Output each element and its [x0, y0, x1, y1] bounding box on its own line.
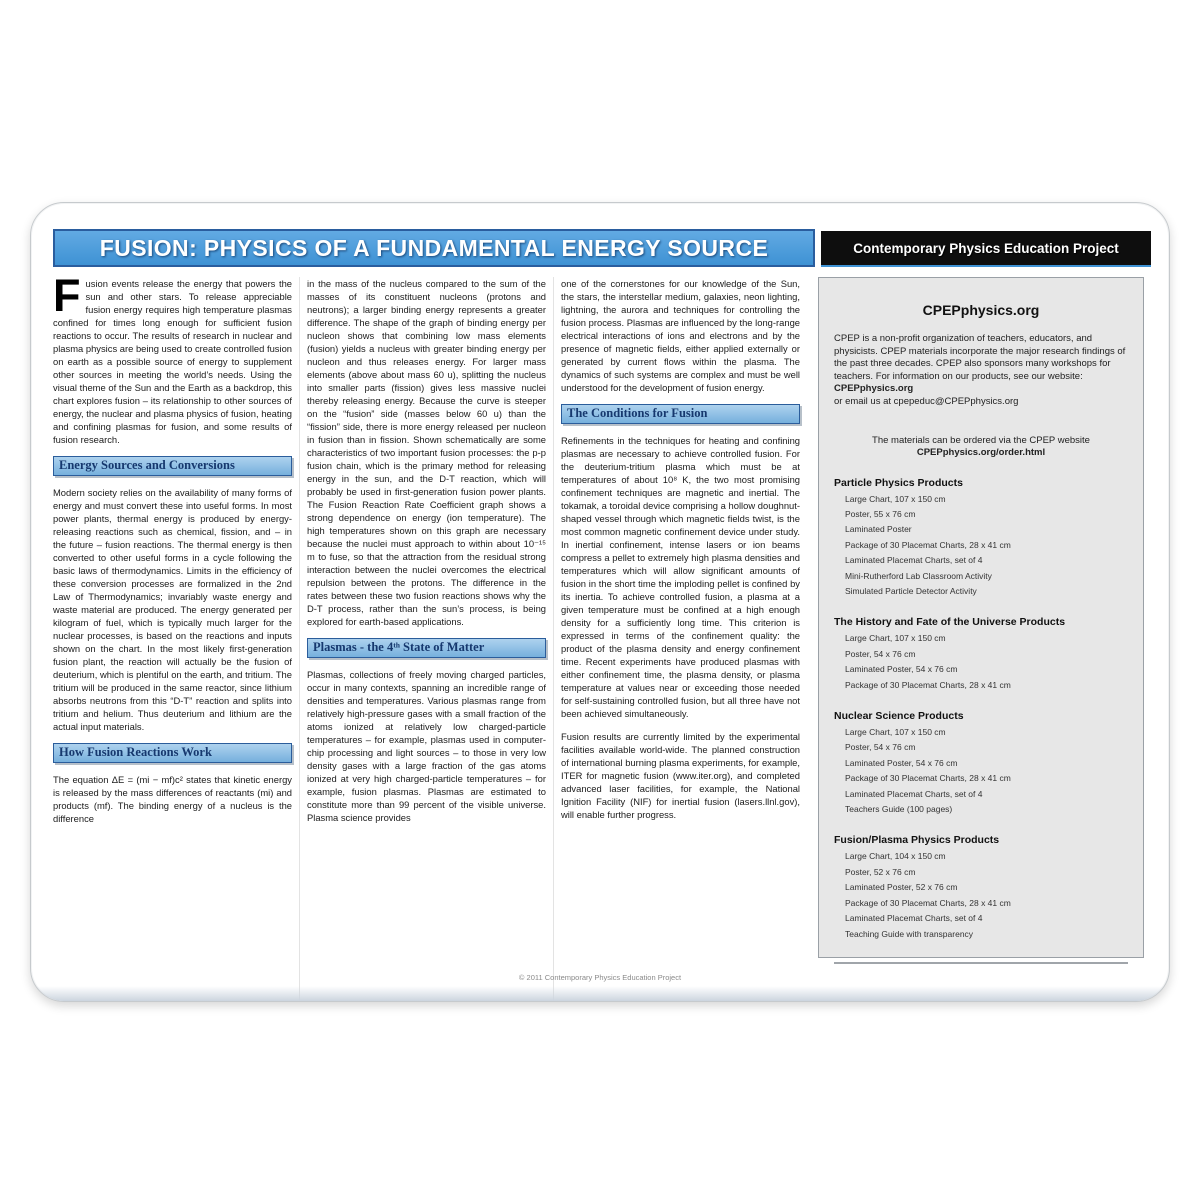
product-item: Laminated Poster — [845, 524, 912, 535]
drop-cap: F — [53, 270, 81, 321]
product-group-title: Particle Physics Products — [834, 476, 963, 489]
product-item: Laminated Poster, 52 x 76 cm — [845, 882, 958, 893]
product-item: Laminated Placemat Charts, set of 4 — [845, 788, 983, 799]
product-item: Package of 30 Placemat Charts, 28 x 41 cm — [845, 773, 1011, 784]
order-instructions — [834, 435, 1128, 460]
order-info-sidebar — [818, 277, 1144, 958]
product-item: Large Chart, 107 x 150 cm — [845, 633, 946, 644]
product-item: Poster, 54 x 76 cm — [845, 648, 916, 659]
footer-copyright: © 2011 Contemporary Physics Education Project — [518, 973, 682, 982]
product-item: Poster, 54 x 76 cm — [845, 742, 916, 753]
header-row — [53, 229, 1151, 267]
product-item: Package of 30 Placemat Charts, 28 x 41 cm — [845, 539, 1011, 550]
energy-sources-paragraph: Modern society relies on the availability of many forms of energy and must convert these into useful forms. In most power plants, thermal energy is produced by energy-releasing reactions such as chemical, fission, and – in the future – fusion reactions. The thermal energy is then converted to other useful forms in a cycle following the basic laws of thermodynamics. Limits in the efficiency of these conversion processes are formalized in the 2nd Law of Thermodynamics; invariably waste energy and waste material are produced. The energy generated per kilogram of fuel, which is typically much larger for the nuclear processes, is based on the reactions and inputs shown on the chart. In the most likely first-generation fusion plant, the reaction will actually be the fusion of deuterium, which is plentiful on the earth, and tritium. The tritium will be produced in the same reactor, since lithium absorbs neutrons from this “D-T” reaction and splits into tritium and helium. Thus deuterium and lithium are the actual input materials. — [53, 487, 292, 732]
org-bar — [821, 231, 1151, 265]
sidebar-divider — [834, 962, 1128, 964]
section-header-energy-sources: Energy Sources and Conversions — [53, 456, 292, 476]
product-group-particle-physics — [834, 477, 1128, 600]
product-item: Large Chart, 107 x 150 cm — [845, 727, 946, 738]
section-header-plasmas: Plasmas - the 4ᵗʰ State of Matter — [307, 638, 546, 658]
product-item: Laminated Placemat Charts, set of 4 — [845, 555, 983, 566]
page-title: FUSION: PHYSICS OF A FUNDAMENTAL ENERGY SOURCE — [99, 234, 769, 261]
product-group-nuclear-science — [834, 710, 1128, 817]
product-item: Package of 30 Placemat Charts, 28 x 41 cm — [845, 679, 1011, 690]
how-fusion-works-paragraph: The equation ΔE = (mi − mf)c² states that kinetic energy is released by the mass differences of reactants (mi) and products (mf). The binding energy of a nucleus is the difference — [53, 774, 292, 824]
about-cpep-paragraph — [834, 333, 1128, 409]
product-item: Poster, 55 x 76 cm — [845, 508, 916, 519]
product-item: Mini-Rutherford Lab Classroom Activity — [845, 570, 992, 581]
conditions-paragraph-2: Fusion results are currently limited by the experimental facilities available world-wide. The planned construction of international burning plasma experiments, for example, ITER for magnetic fusion (www.iter.org), and completed advanced laser facilities, for example, the National Ignition Facility (NIF) for inertial fusion (lasers.llnl.gov), will enable further progress. — [561, 731, 800, 820]
product-item: Package of 30 Placemat Charts, 28 x 41 cm — [845, 897, 1011, 908]
product-item: Laminated Placemat Charts, set of 4 — [845, 913, 983, 924]
conditions-paragraph-1: Refinements in the techniques for heating and confining plasmas are necessary to achieve controlled fusion. For the deuterium-tritium plasma which must be at temperatures of about 10⁸ K, the two most promising confinement techniques are magnetic and inertial. The tokamak, a toroidal device comprising a hollow doughnut-shaped vessel through which magnetic fields twist, is the most common magnetic confinement device under study. In inertial confinement, intense lasers or ion beams compress a pellet to extremely high plasma densities and temperatures which will allow significant amounts of fusion in the short time the imploding pellet is confined by its inertia. To achieve controlled fusion, a plasma at a given temperature must be confined at a high enough density for a sufficiently long time. This criterion is expressed in terms of the confinement quality: the product of the plasma density and energy confinement time. Recent experiments have produced plasmas with either confinement time, the plasma density, or plasma temperature at values near or exceeding those needed for self-sustaining controlled fusion, but all three have not been achieved simultaneously. — [561, 435, 800, 719]
product-item: Teaching Guide with transparency — [845, 928, 974, 939]
order-url: CPEPphysics.org/order.html — [916, 447, 1046, 459]
plasmas-paragraph: Plasmas, collections of freely moving charged particles, occur in many contexts, spanning an incredible range of densities and temperatures. Various plasmas range from relatively high-pressure gases with a small fraction of the atoms ionized at relatively low charged-particle temperatures – for example, plasmas used in computer-chip processing and light sources – to those in very low density gases with a large fraction of the gas atoms ionized at very high charged-particle temperatures – for example, fusion plasmas. Plasmas are estimated to constitute more than 99 percent of the visible universe. Plasma science provides — [307, 669, 546, 823]
product-group-history-universe — [834, 616, 1128, 693]
plasma-science-paragraph: one of the cornerstones for our knowledge of the Sun, the stars, the interstellar medium, galaxies, neon lighting, lightning, the aurora and techniques for controlling the fusion process. Plasmas are influenced by the long-range electrical interactions of ions and electrons and by the presence of magnetic fields, either applied externally or generated by current flows within the plasma. The dynamics of such systems are complex and must be well understood for the development of fusion energy. — [561, 278, 800, 393]
org-name: Contemporary Physics Education Project — [853, 240, 1119, 256]
section-header-conditions-for-fusion: The Conditions for Fusion — [561, 404, 800, 424]
binding-energy-paragraph: in the mass of the nucleus compared to the sum of the masses of its constituent nucleons (protons and neutrons); a larger binding energy represents a greater difference. The shape of the graph of binding energy per nucleon shows that combining low mass elements (fusion) yields a nucleus with greater binding energy per nucleon and thus releases energy. For larger mass elements (above about mass 60 u), splitting the nucleus into smaller parts (fission) gives less massive nuclei thereby releasing energy. Because the curve is steeper on the “fusion” side (masses below 60 u) than the “fission” side, there is more energy released per nucleon in fusion than in fission. Shown schematically are some characteristics of two important fusion processes: the p-p fusion chain, which is the primary method for releasing energy in the sun, and the D-T reaction, which will probably be used in first-generation fusion power plants. The Fusion Reaction Rate Coefficient graph shows a strong dependence on energy (ion temperature). The high temperatures shown on this graph are necessary because the nuclei must approach to within about 10⁻¹⁵ m to fuse, so that the attraction from the residual strong interaction between the nuclei overcomes the electrical repulsion between the protons. The difference in the rates between these two fusion reactions shows why the D-T process, rather than the sun’s process, is being explored for earth-based applications. — [307, 278, 546, 627]
section-header-how-fusion-works: How Fusion Reactions Work — [53, 743, 292, 763]
column-2 — [307, 277, 554, 1001]
product-item: Simulated Particle Detector Activity — [845, 586, 977, 596]
column-1 — [53, 270, 300, 1001]
sidebar-title: CPEPphysics.org — [922, 302, 1040, 318]
product-group-title: Nuclear Science Products — [834, 710, 964, 723]
about-website: CPEPphysics.org — [834, 383, 914, 395]
about-email-line: or email us at cpepeduc@CPEPphysics.org — [834, 395, 1019, 407]
product-item: Teachers Guide (100 pages) — [845, 804, 953, 815]
intro-paragraph — [53, 270, 292, 446]
content-area — [53, 270, 1151, 1001]
intro-text: usion events release the energy that powers the sun and other stars. To release appreciable fusion energy requires high temperature plasmas confined for times long enough for sufficient fusion reactions to occur. The results of research in nuclear and plasma physics are being used to create controlled fusion on earth as a possible source of energy to supplement other sources in meeting the world’s needs. Using the visual theme of the Sun and the Earth as a backdrop, this chart explores fusion – its relationship to other sources of energy, the nuclear and plasma physics of fusion, heating and confining plasmas for fusion, and some results of fusion research. — [53, 278, 292, 445]
product-group-title: Fusion/Plasma Physics Products — [834, 834, 1000, 847]
product-group-fusion-plasma — [834, 834, 1128, 941]
product-item: Large Chart, 107 x 150 cm — [845, 493, 946, 504]
poster-card — [30, 202, 1170, 1002]
title-bar — [53, 229, 815, 267]
product-item: Laminated Poster, 54 x 76 cm — [845, 757, 958, 768]
product-group-title: The History and Fate of the Universe Products — [834, 616, 1066, 629]
product-item: Laminated Poster, 54 x 76 cm — [845, 664, 958, 675]
column-3 — [561, 277, 807, 1001]
product-item: Large Chart, 104 x 150 cm — [845, 851, 946, 862]
order-line-1: The materials can be ordered via the CPEP website — [872, 434, 1090, 446]
product-item: Poster, 52 x 76 cm — [845, 866, 916, 877]
about-text: CPEP is a non-profit organization of teachers, educators, and physicists. CPEP materials incorporate the major research findings of the past three decades. CPEP also sponsors many workshops for teachers. For information on our products, see our website: — [834, 333, 1126, 382]
